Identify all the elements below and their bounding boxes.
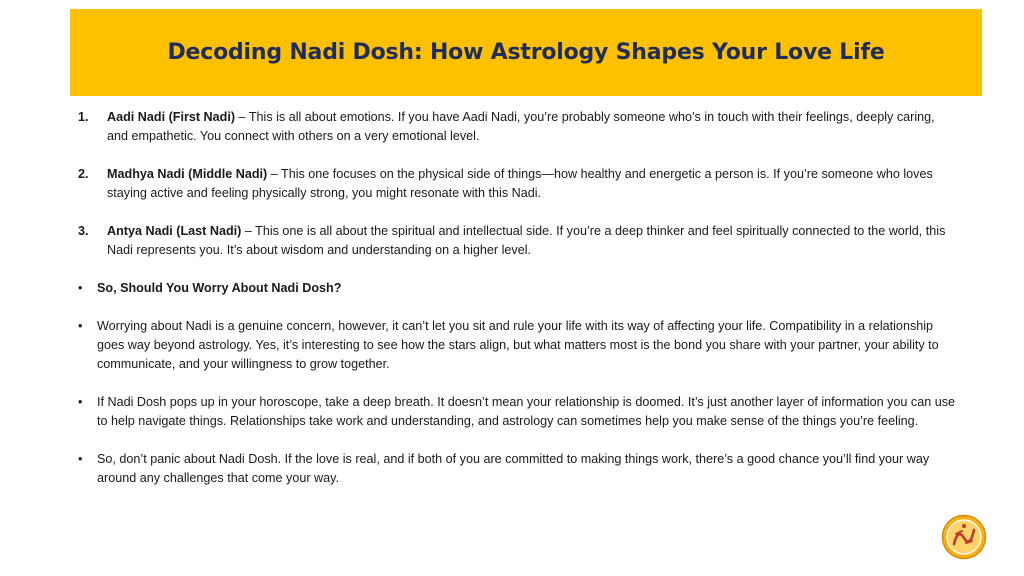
list-item-heading: Antya Nadi (Last Nadi) <box>107 224 242 238</box>
bullet-item-horoscope <box>78 393 958 431</box>
bullet-item-compatibility <box>78 317 958 374</box>
astrology-brand-logo-icon <box>941 514 987 560</box>
list-item-heading: Aadi Nadi (First Nadi) <box>107 110 236 124</box>
list-item-body: – This one focuses on the physical side of things—how healthy and energetic a person is. If you’re someone who loves staying active and feeling physically strong, you might resonate with this Nadi. <box>107 167 933 200</box>
bullet-item-question <box>78 279 958 298</box>
bullet-icon: • <box>78 452 83 466</box>
list-item-body: – This is all about emotions. If you have Aadi Nadi, you’re probably someone who’s in touch with their feelings, deeply caring, and empathetic. You connect with others on a very emotional level. <box>107 110 935 143</box>
bullet-text: So, don’t panic about Nadi Dosh. If the love is real, and if both of you are committed to making things work, there’s a good chance you’ll find your way around any challenges that come your way. <box>97 452 930 485</box>
slide-content <box>78 108 958 507</box>
section-question: So, Should You Worry About Nadi Dosh? <box>97 281 342 295</box>
page-title: Decoding Nadi Dosh: How Astrology Shapes Your Love Life <box>167 40 885 65</box>
list-item-madhya-nadi <box>78 165 958 203</box>
bullet-text: Worrying about Nadi is a genuine concern, however, it can’t let you sit and rule your life with its way of affecting your life. Compatibility in a relationship goes way beyond astrology. Yes, it’s interesting to see how the stars align, but what matters most is the bond you share with your partner, your ability to communicate, and your willingness to grow together. <box>97 319 939 371</box>
list-number: 3. <box>78 224 89 238</box>
list-number: 2. <box>78 167 89 181</box>
list-item-body: – This one is all about the spiritual and intellectual side. If you’re a deep thinker and feel spiritually connected to the world, this Nadi represents you. It’s about wisdom and understanding on a higher level. <box>107 224 946 257</box>
list-item-text <box>107 222 958 260</box>
list-number: 1. <box>78 110 89 124</box>
bullet-text: If Nadi Dosh pops up in your horoscope, take a deep breath. It doesn’t mean your relationship is doomed. It’s just another layer of information you can use to help navigate things. Relationships take work and understanding, and astrology can sometimes help you make sense of the things you’re feeling. <box>97 395 956 428</box>
bullet-icon: • <box>78 281 83 295</box>
bullet-icon: • <box>78 395 83 409</box>
list-item-heading: Madhya Nadi (Middle Nadi) <box>107 167 268 181</box>
list-item-text <box>107 165 958 203</box>
title-banner <box>70 9 982 96</box>
list-item-aadi-nadi <box>78 108 958 146</box>
list-item-antya-nadi <box>78 222 958 260</box>
logo-graphic <box>941 514 987 560</box>
bullet-item-conclusion <box>78 450 958 488</box>
bullet-icon: • <box>78 319 83 333</box>
list-item-text <box>107 108 958 146</box>
